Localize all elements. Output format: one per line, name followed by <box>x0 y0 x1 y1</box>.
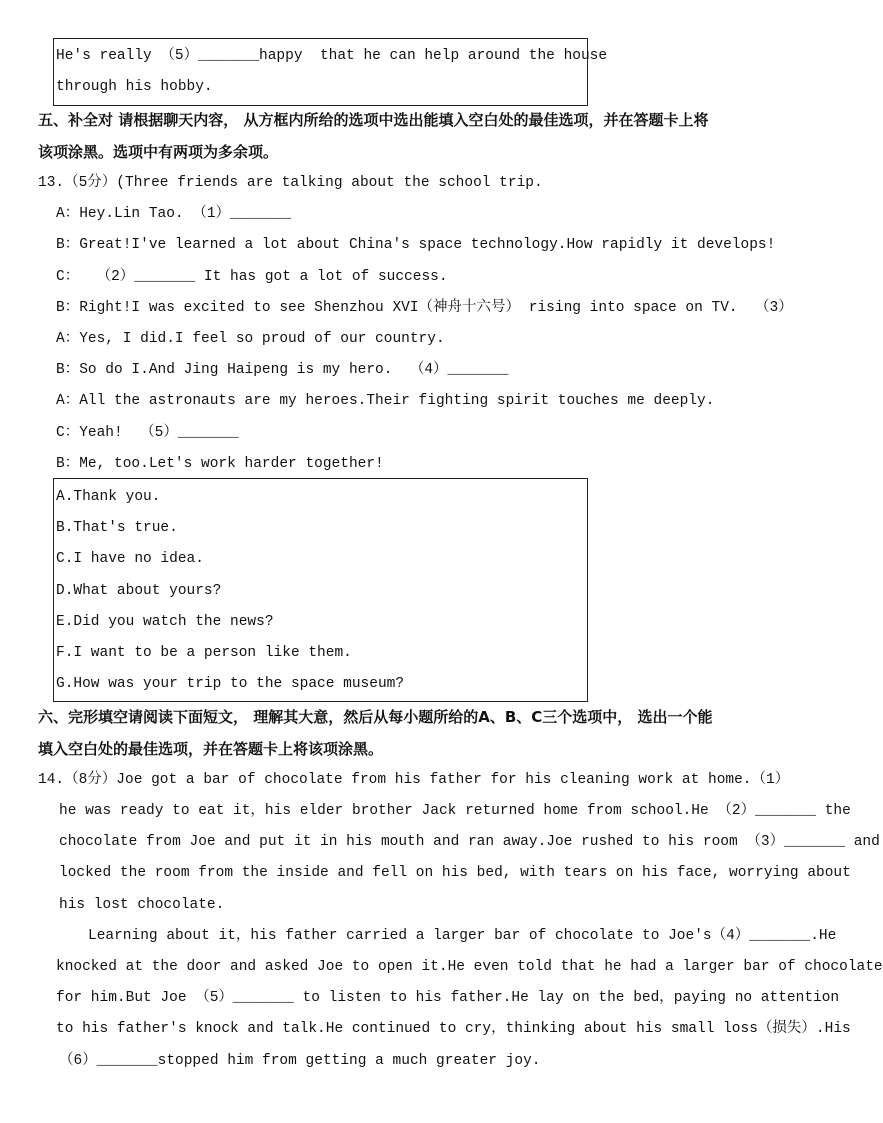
dialogue-line: C： （2）_______ It has got a lot of success. <box>56 269 448 285</box>
option-item: E.Did you watch the news? <box>56 614 274 630</box>
dialogue-line: A：Yes, I did.I feel so proud of our country. <box>56 331 445 347</box>
top-box-line-2: through his hobby. <box>56 79 213 95</box>
option-item: A.Thank you. <box>56 489 161 505</box>
passage-line: （6）_______stopped him from getting a much greater joy. <box>59 1053 541 1069</box>
section-5-heading-line-2: 该项涂黑。选项中有两项为多余项。 <box>38 143 279 161</box>
passage-line: for him.But Joe （5）_______ to listen to his father.He lay on the bed，paying no attention <box>56 990 840 1006</box>
passage-line: Learning about it，his father carried a larger bar of chocolate to Joe's（4）_______.He <box>88 928 837 944</box>
section-5-heading-line-1: 五、补全对 请根据聊天内容， 从方框内所给的选项中选出能填入空白处的最佳选项，并在答题卡上将 <box>38 111 709 129</box>
passage-line: knocked at the door and asked Joe to open it.He even told that he had a larger bar of chocolate <box>56 959 883 975</box>
passage-line: to his father's knock and talk.He continued to cry，thinking about his small loss（损失）.His <box>56 1021 851 1037</box>
passage-line: locked the room from the inside and fell on his bed, with tears on his face, worrying about <box>59 865 851 881</box>
dialogue-line: A：All the astronauts are my heroes.Their fighting spirit touches me deeply. <box>56 393 715 409</box>
option-item: D.What about yours? <box>56 583 222 599</box>
dialogue-line: B：Right!I was excited to see Shenzhou XVI（神舟十六号） rising into space on TV. （3） <box>56 300 793 316</box>
option-item: F.I want to be a person like them. <box>56 645 352 661</box>
dialogue-line: C：Yeah! （5）_______ <box>56 425 239 441</box>
passage-line: he was ready to eat it，his elder brother Jack returned home from school.He （2）_______ the <box>59 803 851 819</box>
dialogue-line: A：Hey.Lin Tao. （1）_______ <box>56 206 291 222</box>
option-item: G.How was your trip to the space museum? <box>56 676 405 692</box>
passage-line: his lost chocolate. <box>59 897 225 913</box>
option-item: C.I have no idea. <box>56 551 204 567</box>
dialogue-line: B：Me, too.Let's work harder together! <box>56 456 384 472</box>
question-13-title: 13.（5分）(Three friends are talking about the school trip. <box>38 175 543 191</box>
dialogue-line: B：Great!I've learned a lot about China's space technology.How rapidly it develops! <box>56 237 776 253</box>
top-box-line-1: He's really （5）_______happy that he can help around the house <box>56 48 608 64</box>
dialogue-line: B：So do I.And Jing Haipeng is my hero. （4）_______ <box>56 362 509 378</box>
passage-line: 14.（8分）Joe got a bar of chocolate from his father for his cleaning work at home.（1） <box>38 772 790 788</box>
passage-line: chocolate from Joe and put it in his mouth and ran away.Joe rushed to his room （3）_______ and <box>59 834 880 850</box>
option-item: B.That's true. <box>56 520 178 536</box>
section-6-heading-line-2: 填入空白处的最佳选项，并在答题卡上将该项涂黑。 <box>38 740 384 758</box>
section-6-heading-line-1: 六、完形填空请阅读下面短文， 理解其大意，然后从每小题所给的A、B、C三个选项中， 选出一个能 <box>38 708 713 726</box>
